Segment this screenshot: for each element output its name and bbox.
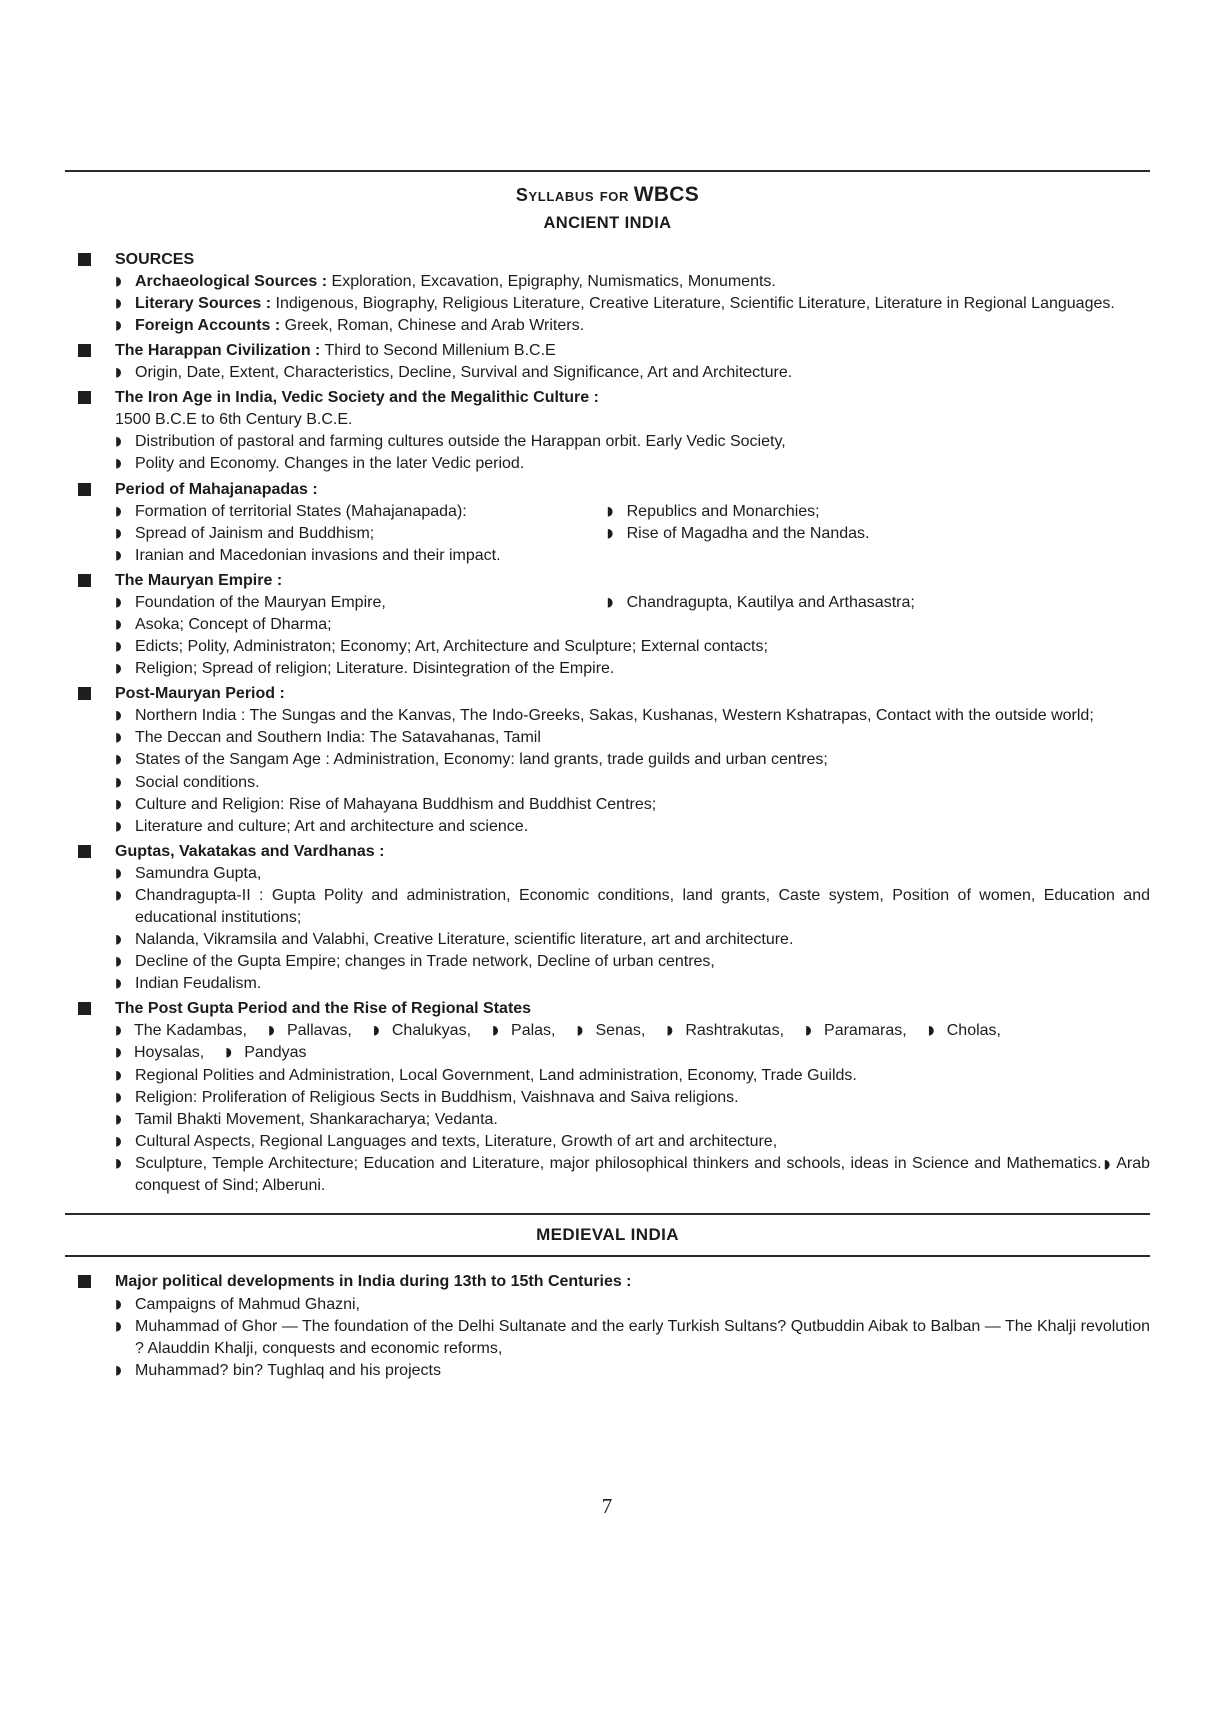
list-item [115,1020,247,1042]
section-title [65,998,1150,1020]
list-item-text: Chalukyas, [391,1022,472,1040]
square-bullet-icon [78,574,91,587]
section-title-text: The Mauryan Empire : [115,571,283,589]
page-title-main: WBCS [633,183,700,206]
half-circle-bullet-icon: ◗ [115,272,122,288]
list-item-text: Asoka; Concept of Dharma; [135,615,332,633]
syllabus-section [65,841,1150,996]
list-item [115,614,1150,636]
list-item-text: Polity and Economy. Changes in the later Vedic period. [135,455,525,473]
half-circle-bullet-icon: ◗ [115,546,122,562]
list-item [115,705,1150,727]
section-title-text: Period of Mahajanapadas : [115,480,318,498]
list-item [115,816,1150,838]
section-title-text: Guptas, Vakatakas and Vardhanas : [115,842,385,860]
page-number: 7 [601,1494,613,1518]
list-item-text: Muhammad? bin? Tughlaq and his projects [135,1361,441,1379]
list-item-text: Pallavas, [286,1022,352,1040]
list-item [115,1294,1150,1316]
list-item [115,293,1150,315]
list-item-text: Campaigns of Mahmud Ghazni, [135,1295,360,1313]
half-circle-bullet-icon: ◗ [115,1044,122,1060]
half-circle-bullet-icon: ◗ [1103,1155,1111,1171]
half-circle-bullet-icon: ◗ [606,502,614,518]
section-title [65,479,1150,501]
list-item-text: The Kadambas, [134,1022,247,1040]
medieval-heading: MEDIEVAL INDIA [536,1225,679,1245]
list-item-text: Foundation of the Mauryan Empire, [135,593,386,611]
half-circle-bullet-icon: ◗ [492,1022,499,1038]
list-item-text: Northern India : The Sungas and the Kanvas, The Indo-Greeks, Sakas, Kushanas, Western Kshatrapas, Contact with the outside world; [135,707,1094,725]
half-circle-bullet-icon: ◗ [115,751,122,767]
list-item [225,1042,306,1064]
list-item [373,1020,471,1042]
half-circle-bullet-icon: ◗ [115,316,122,332]
list-item [115,453,1150,475]
half-circle-bullet-icon: ◗ [927,1022,935,1038]
half-circle-bullet-icon: ◗ [115,1066,122,1082]
half-circle-bullet-icon: ◗ [115,455,122,471]
list-item [115,1131,1150,1153]
half-circle-bullet-icon: ◗ [115,1295,122,1311]
syllabus-section [65,479,1150,567]
list-item [115,772,1150,794]
list-item-text: Pandyas [244,1044,307,1062]
half-circle-bullet-icon: ◗ [267,1022,275,1038]
list-item-text: Indian Feudalism. [135,975,262,993]
list-item-text: Sculpture, Temple Architecture; Education and Literature, major philosophical thinkers and schools, ideas in Science and Mathematics. ◗ Arab conquest of Sind; Alberuni. [135,1154,1150,1194]
list-item [607,523,1150,545]
list-item-text: Tamil Bhakti Movement, Shankaracharya; Vedanta. [135,1110,498,1128]
section-title [65,340,1150,362]
section-title-rest: Third to Second Millenium B.C.E [320,342,556,360]
half-circle-bullet-icon: ◗ [115,1132,122,1148]
list-item [115,951,1150,973]
list-item-text: Iranian and Macedonian invasions and their impact. [135,546,501,564]
half-circle-bullet-icon: ◗ [115,638,122,654]
section-title [65,683,1150,705]
list-item-lead: Archaeological Sources : [135,272,332,290]
list-item-text: Chandragupta, Kautilya and Arthasastra; [626,593,915,611]
half-circle-bullet-icon: ◗ [115,795,122,811]
list-item-text: States of the Sangam Age : Administration, Economy: land grants, trade guilds and urban centres; [135,751,828,769]
list-item [115,271,1150,293]
half-circle-bullet-icon: ◗ [666,1022,673,1038]
square-bullet-icon [78,344,91,357]
half-circle-bullet-icon: ◗ [606,524,614,540]
half-circle-bullet-icon: ◗ [115,593,122,609]
list-item [666,1020,784,1042]
list-item-text: Rashtrakutas, [685,1022,785,1040]
list-item [115,973,1150,995]
syllabus-section [65,1271,1150,1381]
list-item [115,431,1150,453]
section-title [65,1271,1150,1293]
square-bullet-icon [78,1275,91,1288]
medieval-rule-bottom [65,1255,1150,1257]
inline-list-row [115,1042,1150,1064]
half-circle-bullet-icon: ◗ [115,1022,122,1038]
list-item [115,501,607,523]
half-circle-bullet-icon: ◗ [115,1110,122,1126]
list-item [115,863,1150,885]
half-circle-bullet-icon: ◗ [115,886,122,902]
section-title-text: Post-Mauryan Period : [115,685,285,703]
list-item-text: Formation of territorial States (Mahajanapada): [135,502,467,520]
two-column-row [115,592,1150,614]
list-item-lead: Literary Sources : [135,294,276,312]
half-circle-bullet-icon: ◗ [115,364,122,380]
list-item-text: Paramaras, [824,1022,907,1040]
list-item-text: Spread of Jainism and Buddhism; [135,524,375,542]
list-item-text: Republics and Monarchies; [626,502,820,520]
two-column-row [115,501,1150,523]
section-title [65,387,1150,409]
syllabus-section [65,683,1150,838]
list-item-text: Religion; Spread of religion; Literature. Disintegration of the Empire. [135,660,615,678]
list-item-text: Archaeological Sources : Exploration, Excavation, Epigraphy, Numismatics, Monuments. [135,272,776,290]
half-circle-bullet-icon: ◗ [115,502,122,518]
list-item-text: Literary Sources : Indigenous, Biography, Religious Literature, Creative Literature, Scientific Literature, Literature in Regional Languages. [135,294,1115,312]
list-item-text: Literature and culture; Art and architecture and science. [135,817,529,835]
list-item-text: Hoysalas, [134,1044,205,1062]
list-item-text: Senas, [595,1022,646,1040]
syllabus-section [65,340,1150,384]
list-item [577,1020,646,1042]
half-circle-bullet-icon: ◗ [115,953,122,969]
page-title-prefix: Syllabus for [515,185,629,205]
list-item [115,1042,204,1064]
square-bullet-icon [78,253,91,266]
section-title [65,570,1150,592]
list-item [805,1020,907,1042]
list-item [607,592,1150,614]
list-item [115,929,1150,951]
list-item [928,1020,1001,1042]
list-item-lead: Foreign Accounts : [135,316,285,334]
list-item [115,1360,1150,1382]
list-item-text: Origin, Date, Extent, Characteristics, Decline, Survival and Significance, Art and Architecture. [135,364,793,382]
square-bullet-icon [78,391,91,404]
half-circle-bullet-icon: ◗ [115,433,122,449]
section-title-text: Major political developments in India during 13th to 15th Centuries : [115,1273,632,1291]
half-circle-bullet-icon: ◗ [115,1088,122,1104]
list-item-text: Edicts; Polity, Administraton; Economy; Art, Architecture and Sculpture; External contacts; [135,638,768,656]
list-item [115,315,1150,337]
list-item [268,1020,352,1042]
half-circle-bullet-icon: ◗ [576,1022,584,1038]
half-circle-bullet-icon: ◗ [372,1022,380,1038]
list-item [115,636,1150,658]
list-item [115,1065,1150,1087]
half-circle-bullet-icon: ◗ [115,1154,122,1170]
list-item-text: Religion: Proliferation of Religious Sects in Buddhism, Vaishnava and Saiva religions. [135,1088,739,1106]
half-circle-bullet-icon: ◗ [115,1317,122,1333]
list-item [115,1316,1150,1360]
page-subtitle: ANCIENT INDIA [543,213,672,232]
list-item-text: Decline of the Gupta Empire; changes in Trade network, Decline of urban centres, [135,953,715,971]
square-bullet-icon [78,845,91,858]
square-bullet-icon [78,687,91,700]
list-item-text: Cholas, [946,1022,1001,1040]
list-item-text: Culture and Religion: Rise of Mahayana Buddhism and Buddhist Centres; [135,795,657,813]
list-item [115,885,1150,929]
half-circle-bullet-icon: ◗ [115,660,122,676]
syllabus-section [65,387,1150,475]
list-item-text: Samundra Gupta, [135,864,262,882]
list-item [115,523,607,545]
half-circle-bullet-icon: ◗ [115,773,122,789]
square-bullet-icon [78,483,91,496]
list-item [115,1087,1150,1109]
syllabus-section [65,249,1150,337]
list-item [607,501,1150,523]
list-item [115,658,1150,680]
medieval-heading-block [65,1213,1150,1257]
section-title-text: The Harappan Civilization : [115,342,321,360]
syllabus-section [65,998,1150,1197]
medieval-india-sections [65,1271,1150,1381]
page-header [65,172,1150,239]
syllabus-section [65,570,1150,680]
list-item [115,545,1150,567]
two-column-row [115,523,1150,545]
section-title-text: The Iron Age in India, Vedic Society and the Megalithic Culture : [115,389,599,407]
half-circle-bullet-icon: ◗ [115,864,122,880]
list-item [115,592,607,614]
square-bullet-icon [78,1002,91,1015]
list-item-text: Rise of Magadha and the Nandas. [626,524,870,542]
list-item [115,794,1150,816]
half-circle-bullet-icon: ◗ [225,1044,232,1060]
half-circle-bullet-icon: ◗ [115,975,122,991]
half-circle-bullet-icon: ◗ [115,524,122,540]
list-item-text: Chandragupta-II : Gupta Polity and administration, Economic conditions, land grants, Caste system, Position of women, Education and educational institutions; [135,886,1150,926]
section-title [65,249,1150,271]
section-title-text: SOURCES [115,250,195,268]
half-circle-bullet-icon: ◗ [115,729,122,745]
half-circle-bullet-icon: ◗ [115,615,122,631]
half-circle-bullet-icon: ◗ [115,294,122,310]
list-item [115,1153,1150,1197]
list-item [115,727,1150,749]
half-circle-bullet-icon: ◗ [115,1361,122,1377]
half-circle-bullet-icon: ◗ [115,931,122,947]
list-item-text: Foreign Accounts : Greek, Roman, Chinese and Arab Writers. [135,316,585,334]
list-item-text: Cultural Aspects, Regional Languages and texts, Literature, Growth of art and architecture, [135,1132,778,1150]
list-item [115,749,1150,771]
half-circle-bullet-icon: ◗ [606,593,614,609]
ancient-india-sections [65,249,1150,1197]
list-item [115,362,1150,384]
section-title [65,841,1150,863]
list-item [115,1109,1150,1131]
half-circle-bullet-icon: ◗ [805,1022,812,1038]
list-item [492,1020,555,1042]
list-item-text: Social conditions. [135,773,260,791]
page-title [65,181,1150,210]
section-subtitle-line: 1500 B.C.E to 6th Century B.C.E. [115,411,353,429]
list-item-text: Palas, [511,1022,556,1040]
list-item-text: Nalanda, Vikramsila and Valabhi, Creative Literature, scientific literature, art and architecture. [135,931,794,949]
section-title-text: The Post Gupta Period and the Rise of Regional States [115,1000,532,1018]
half-circle-bullet-icon: ◗ [115,707,122,723]
list-item-text: Muhammad of Ghor — The foundation of the Delhi Sultanate and the early Turkish Sultans? Qutbuddin Aibak to Balban — The Khalji revolution ? Alauddin Khalji, conquests and economic reforms, [135,1317,1150,1357]
half-circle-bullet-icon: ◗ [115,817,122,833]
list-item-text: Distribution of pastoral and farming cultures outside the Harappan orbit. Early Vedic Society, [135,433,786,451]
inline-list-row [115,1020,1150,1042]
list-item-text: The Deccan and Southern India: The Satavahanas, Tamil [135,729,541,747]
list-item-text: Regional Polities and Administration, Local Government, Land administration, Economy, Trade Guilds. [135,1066,857,1084]
